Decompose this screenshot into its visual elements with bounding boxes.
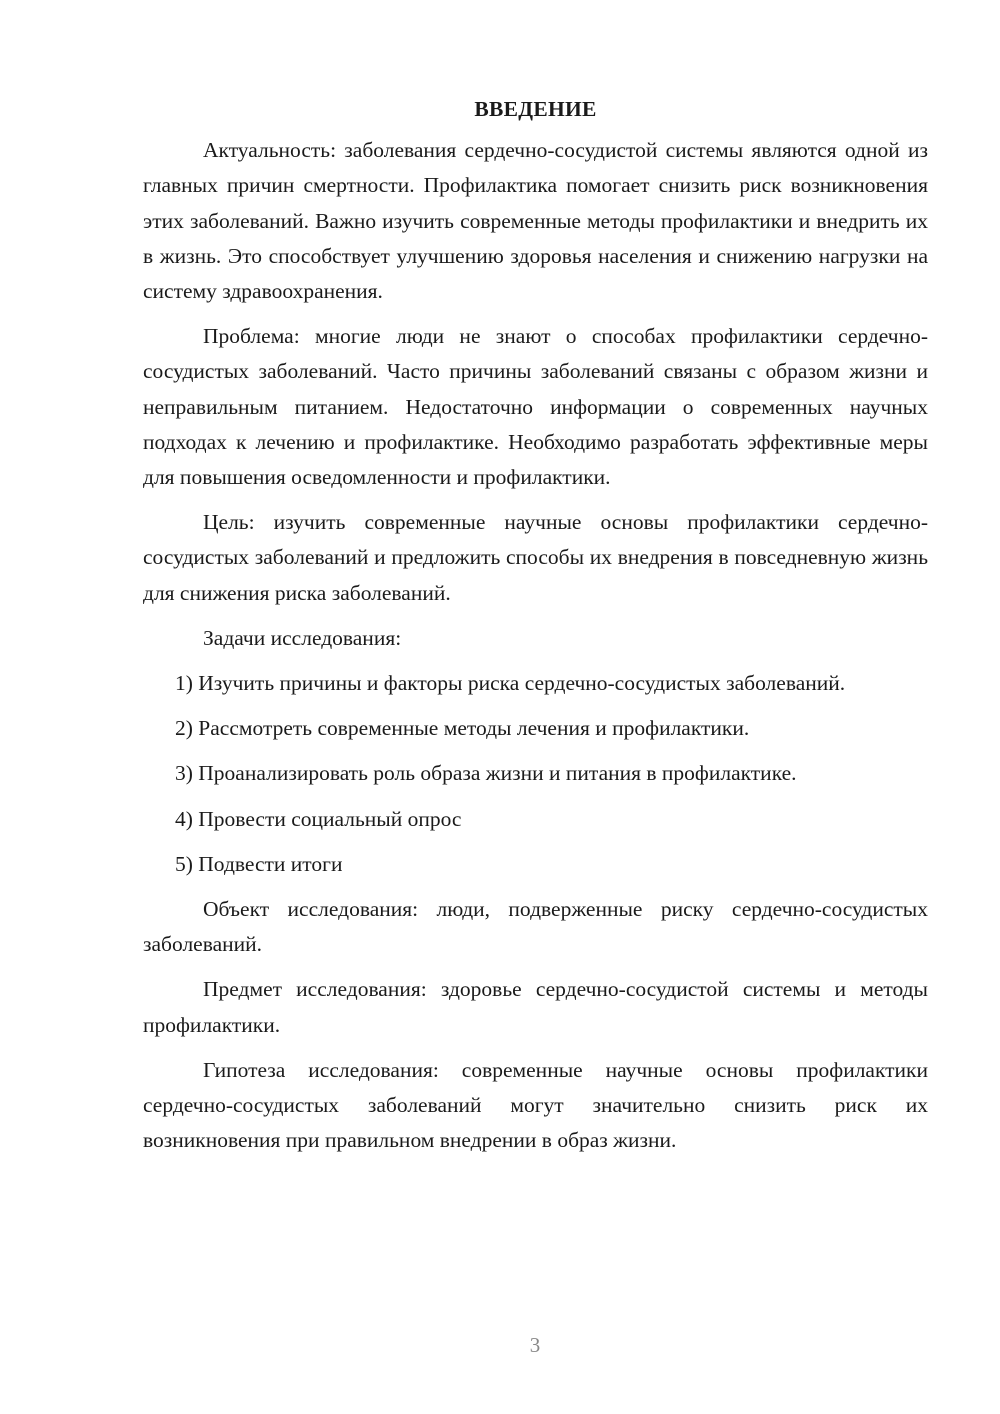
page-number: 3: [529, 1333, 541, 1357]
document-page: [143, 92, 928, 1168]
paragraph-hypothesis: Гипотеза исследования: современные научные основы профилактики сердечно-сосудистых заболеваний могут значительно снизить риск их возникновения при правильном внедрении в образ жизни.: [143, 1057, 928, 1153]
paragraph-subject: Предмет исследования: здоровье сердечно-сосудистой системы и методы профилактики.: [143, 977, 928, 1037]
paragraph-object: Объект исследования: люди, подверженные риску сердечно-сосудистых заболеваний.: [143, 897, 928, 957]
task-item-2: 2) Рассмотреть современные методы лечения и профилактики.: [175, 716, 750, 741]
task-item-1: 1) Изучить причины и факторы риска сердечно-сосудистых заболеваний.: [175, 671, 846, 696]
section-title: ВВЕДЕНИЕ: [474, 97, 597, 121]
task-item-4: 4) Провести социальный опрос: [175, 806, 462, 831]
task-item-3: 3) Проанализировать роль образа жизни и питания в профилактике.: [175, 761, 797, 786]
paragraph-goal: Цель: изучить современные научные основы профилактики сердечно-сосудистых заболеваний и предложить способы их внедрения в повседневную жизнь для снижения риска заболеваний.: [143, 510, 928, 605]
task-item-5: 5) Подвести итоги: [175, 851, 343, 876]
paragraph-relevance: Актуальность: заболевания сердечно-сосудистой системы являются одной из главных причин смертности. Профилактика помогает снизить риск возникновения этих заболеваний. Важно изучить современные методы профилактики и внедрить их в жизнь. Это способствует улучшению здоровья населения и снижению нагрузки на систему здравоохранения.: [143, 138, 928, 304]
tasks-heading: Задачи исследования:: [203, 625, 402, 650]
paragraph-problem: Проблема: многие люди не знают о способах профилактики сердечно-сосудистых заболеваний. Часто причины заболеваний связаны с образом жизни и неправильным питанием. Недостаточно информации о современных научных подходах к лечению и профилактике. Необходимо разработать эффективные меры для повышения осведомленности и профилактики.: [143, 324, 928, 490]
